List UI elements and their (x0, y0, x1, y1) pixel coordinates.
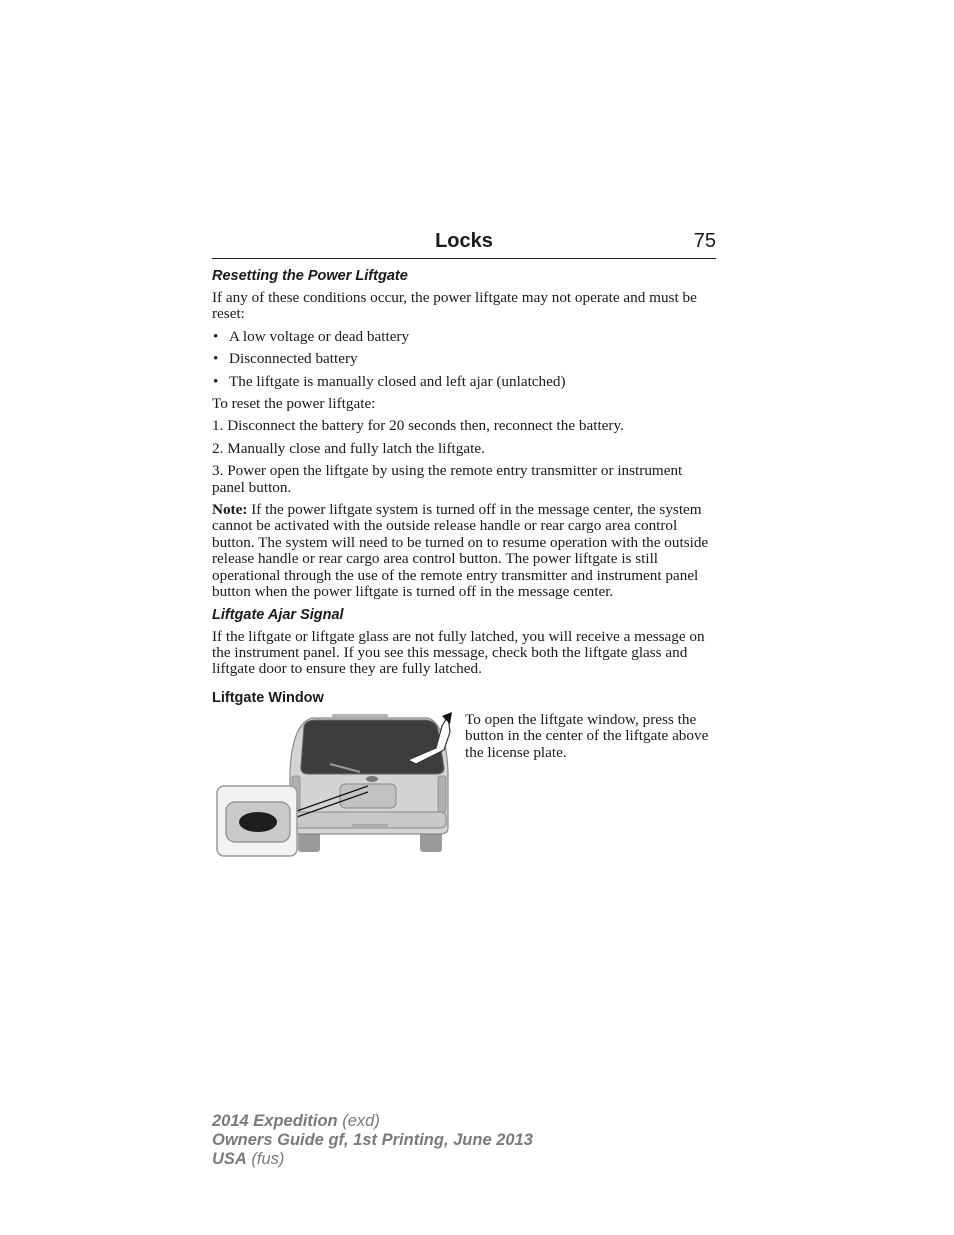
footer-line-3: USA (fus) (212, 1150, 285, 1168)
list-item: • The liftgate is manually closed and left ajar (unlatched) (213, 372, 566, 390)
page-content (212, 266, 716, 862)
page-header (212, 228, 716, 259)
step-1: 1. Disconnect the battery for 20 seconds then, reconnect the battery. (212, 417, 624, 435)
step-2: 2. Manually close and fully latch the liftgate. (212, 439, 485, 457)
paragraph-reset-intro: To reset the power liftgate: (212, 395, 376, 413)
section-heading-window: Liftgate Window (212, 689, 324, 706)
list-item: • A low voltage or dead battery (213, 327, 410, 345)
figure-row (212, 712, 716, 862)
paragraph-window: To open the liftgate window, press the button in the center of the liftgate above the license plate. (465, 710, 709, 761)
bullet-icon: • (213, 327, 219, 345)
note-paragraph (212, 502, 716, 600)
footer-line-1: 2014 Expedition (exd) (212, 1112, 380, 1130)
page-number: 75 (693, 230, 716, 252)
conditions-list (212, 329, 716, 390)
footer-line-2: Owners Guide gf, 1st Printing, June 2013 (212, 1131, 533, 1149)
chapter-title: Locks (435, 230, 493, 252)
bullet-icon: • (213, 350, 219, 368)
bullet-icon: • (213, 372, 219, 390)
section-heading-resetting: Resetting the Power Liftgate (212, 268, 408, 284)
list-item: • Disconnected battery (213, 350, 358, 368)
liftgate-illustration (212, 712, 452, 862)
paragraph-intro: If any of these conditions occur, the power liftgate may not operate and must be reset: (212, 289, 697, 323)
note-text: If the power liftgate system is turned off in the message center, the system cannot be activated with the outside release handle or rear cargo area control button. The system will need to be turned on to resume operation with the outside release handle or rear cargo area control button. The power liftgate is still operational through the use of the remote entry transmitter and instrument panel button when the power liftgate is turned off in the message center. (212, 501, 709, 601)
note-label: Note: (212, 501, 248, 519)
page-footer (212, 1112, 533, 1169)
step-3: 3. Power open the liftgate by using the remote entry transmitter or instrument panel button. (212, 462, 683, 496)
paragraph-ajar: If the liftgate or liftgate glass are not fully latched, you will receive a message on the instrument panel. If you see this message, check both the liftgate glass and liftgate door to ensure they are fully latched. (212, 627, 705, 678)
section-heading-ajar: Liftgate Ajar Signal (212, 606, 344, 623)
